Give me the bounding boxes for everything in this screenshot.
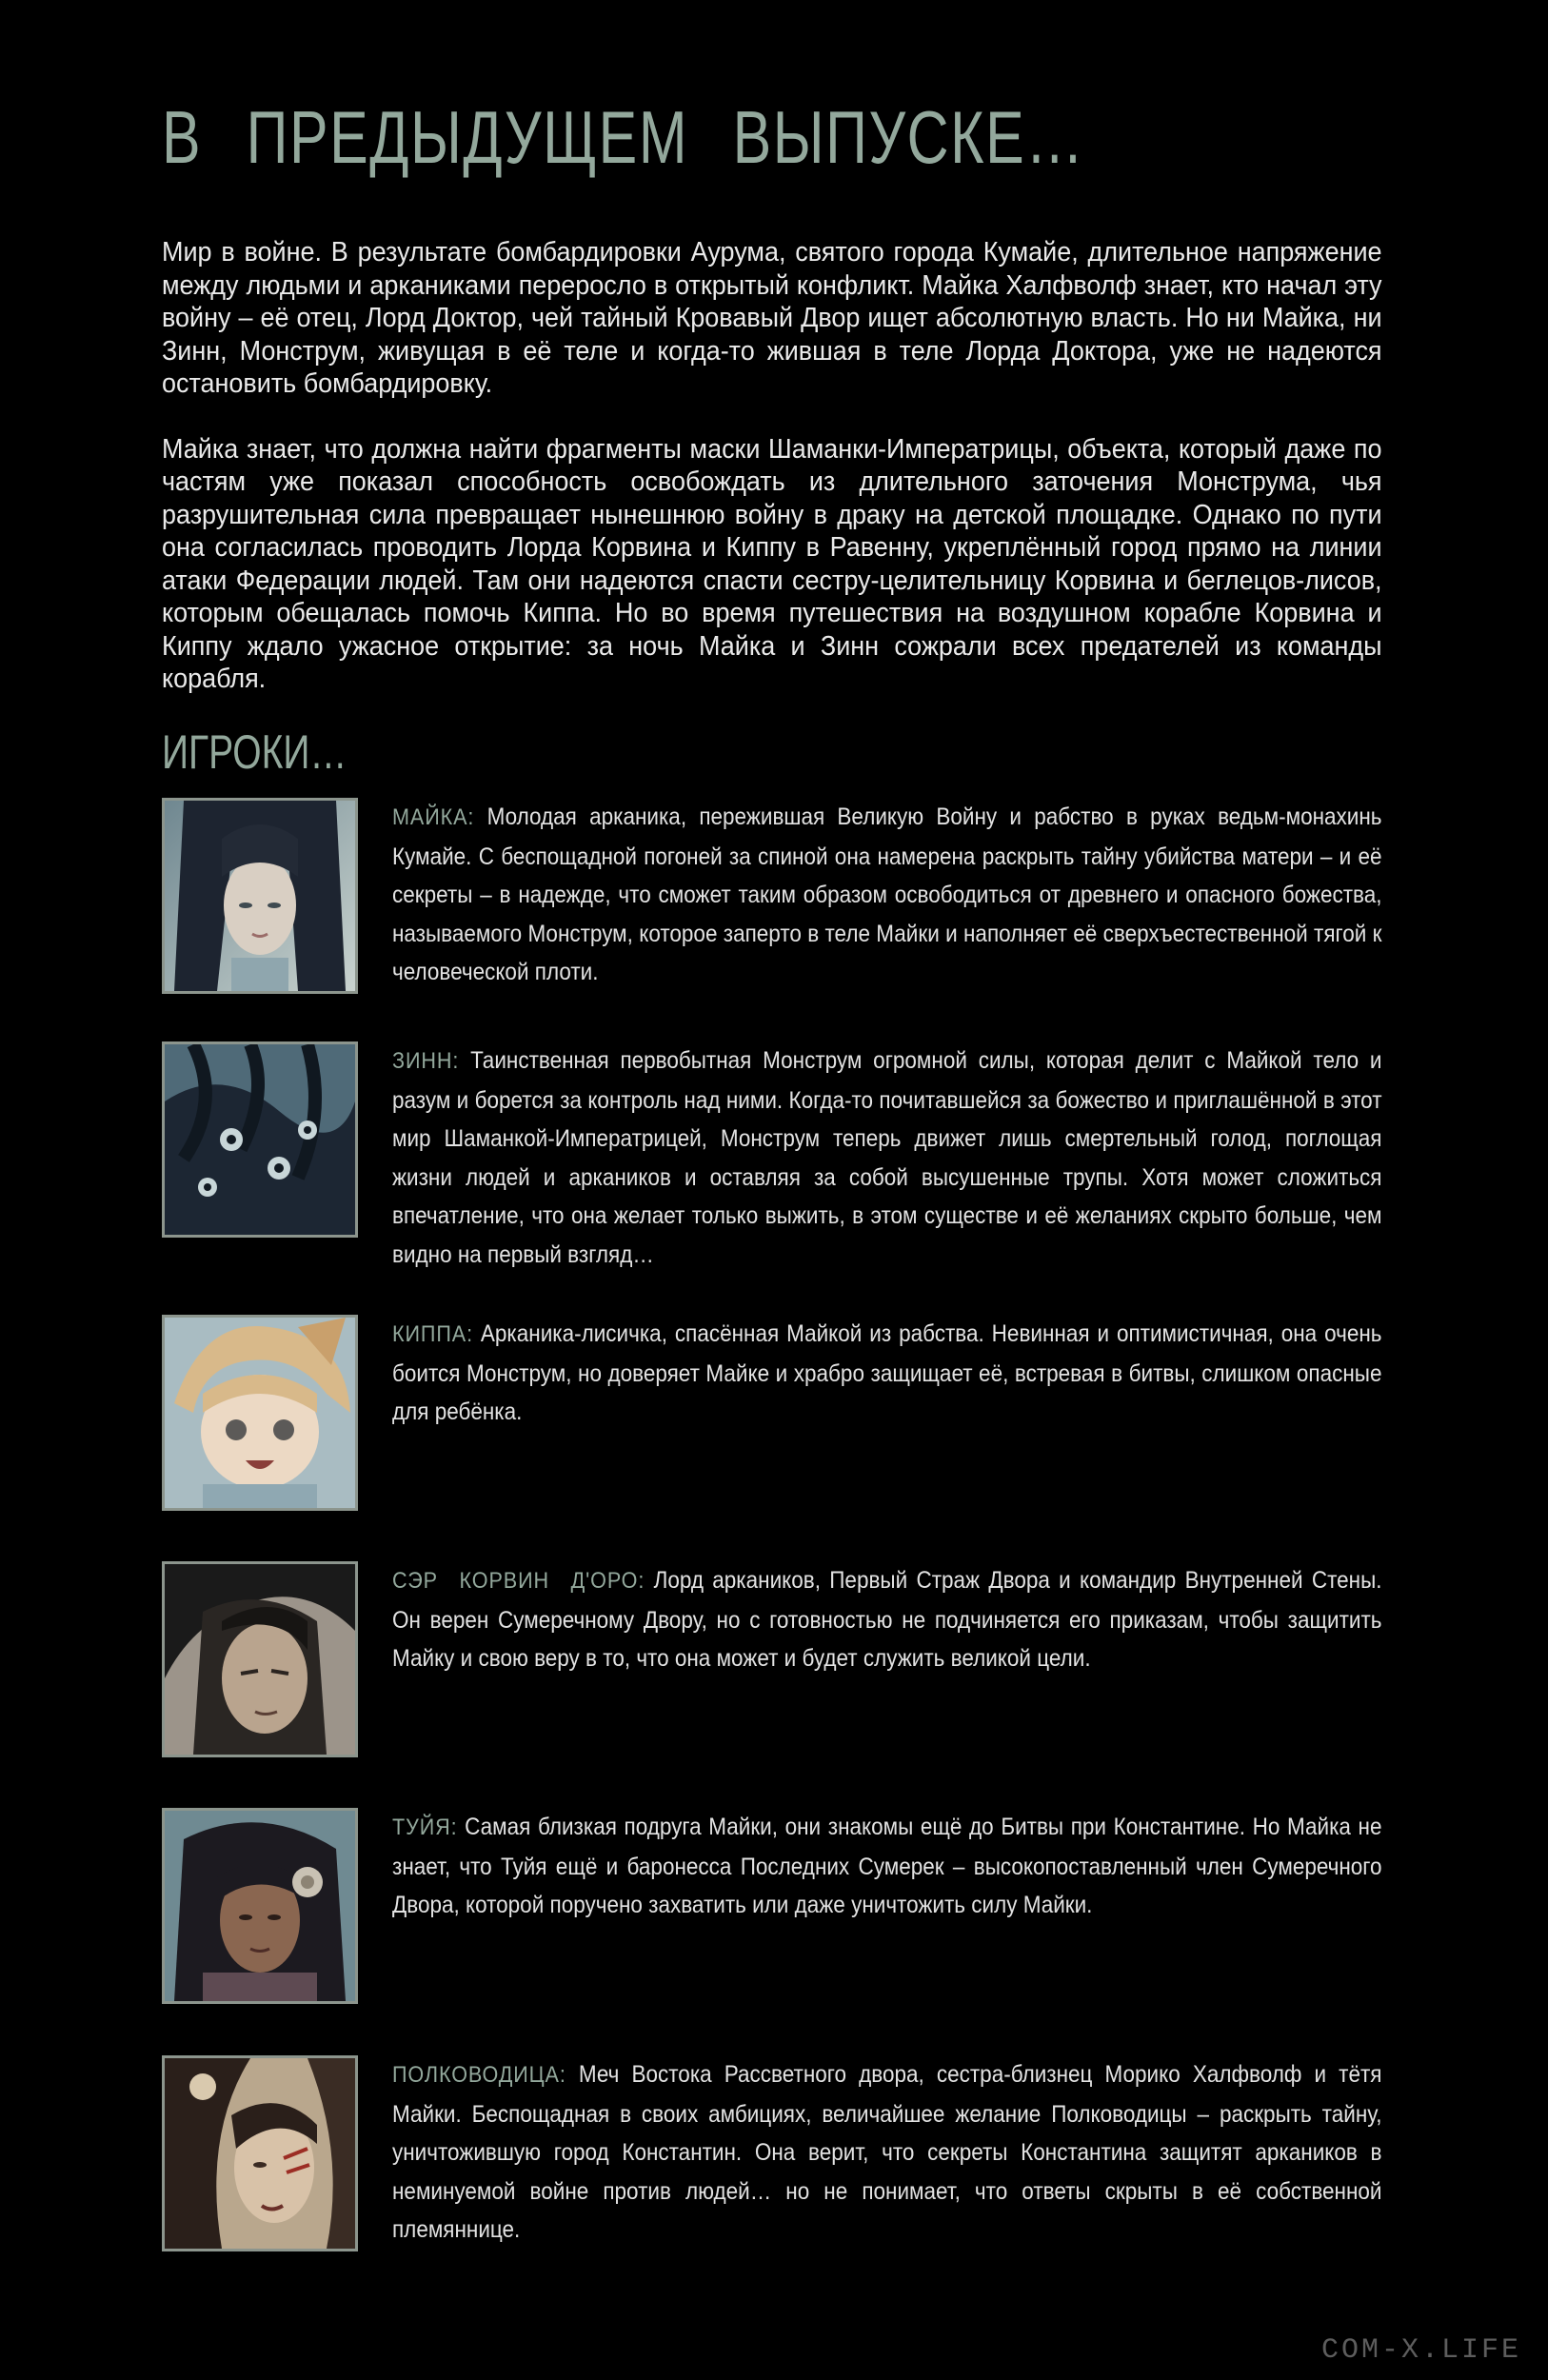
character-name-warlord: ПОЛКОВОДИЦА: bbox=[392, 2062, 566, 2088]
intro-paragraph-1: Мир в войне. В результате бомбардировки Аурума, святого города Кумайе, длительное напряжение между людьми и арканиками переросло в открытый конфликт. Майка Халфволф знает, кто начал эту войну – её отец, Лорд Доктор, чей тайный Кровавый Двор ищет абсолютную власть. Но ни Майка, ни Зинн, Монструм, живущая в её теле и когда-то жившая в теле Лорда Доктора, уже не надеются остановить бомбардировку. bbox=[162, 237, 1382, 399]
character-description-maika bbox=[392, 798, 1382, 992]
character-text-kippa: Арканика-лисичка, спасённая Майкой из рабства. Невинная и оптимистичная, она очень боится Монструм, но доверяет Майке и храбро защищает её, встревая в битвы, слишком опасные для ребёнка. bbox=[392, 1320, 1382, 1425]
character-text-maika: Молодая арканика, пережившая Великую Войну и рабство в руках ведьм-монахинь Кумайе. С беспощадной погоней за спиной она намерена раскрыть тайну убийства матери – и её секреты – в надежде, что сможет таким образом освободиться от древнего и опасного божества, называемого Монструм, которое заперто в теле Майки и наполняет её сверхъестественной тягой к человеческой плоти. bbox=[392, 803, 1382, 985]
watermark: COM-X.LIFE bbox=[1320, 2334, 1521, 2367]
character-name-kippa: КИППА: bbox=[392, 1321, 473, 1347]
character-text-tuya: Самая близкая подруга Майки, они знакомы ещё до Битвы при Константине. Но Майка не знает, что Туйя ещё и баронесса Последних Сумерек – высокопоставленный член Сумеречного Двора, которой поручено захватить или даже уничтожить силу Майки. bbox=[392, 1814, 1382, 1918]
character-name-tuya: ТУЙЯ: bbox=[392, 1815, 458, 1840]
portrait-warlord bbox=[162, 2055, 358, 2251]
character-name-maika: МАЙКА: bbox=[392, 804, 475, 830]
portrait-zinn bbox=[162, 1041, 358, 1238]
character-description-kippa bbox=[392, 1315, 1382, 1432]
character-description-corvin bbox=[392, 1561, 1382, 1678]
character-name-corvin: СЭР КОРВИН Д'ОРО: bbox=[392, 1568, 645, 1594]
portrait-kippa bbox=[162, 1315, 358, 1511]
players-heading: ИГРОКИ… bbox=[162, 725, 347, 779]
intro-paragraph-2: Майка знает, что должна найти фрагменты маски Шаманки-Императрицы, объекта, который даже по частям уже показал способность освобождать из длительного заточения Монструма, чья разрушительная сила превращает нынешнюю войну в драку на детской площадке. Однако по пути она согласилась проводить Лорда Корвина и Киппу в Равенну, укреплённый город прямо на линии атаки Федерации людей. Там они надеются спасти сестру-целительницу Корвина и беглецов-лисов, которым обещалась помочь Киппа. Но во время путешествия на воздушном корабле Корвина и Киппу ждало ужасное открытие: за ночь Майка и Зинн сожрали всех предателей из команды корабля. bbox=[162, 433, 1382, 694]
character-text-warlord: Меч Востока Рассветного двора, сестра-близнец Морико Халфволф и тётя Майки. Беспощадная в своих амбициях, величайшее желание Полководицы – раскрыть тайну, уничтожившую город Константин. Она верит, что секреты Константина защитят аркаников в неминуемой войне против людей… но не понимает, что ответы скрыты в её собственной племяннице. bbox=[392, 2061, 1382, 2243]
character-name-zinn: ЗИНН: bbox=[392, 1048, 460, 1074]
character-description-zinn bbox=[392, 1041, 1382, 1274]
portrait-tuya bbox=[162, 1808, 358, 2004]
page-title: В ПРЕДЫДУЩЕМ ВЫПУСКЕ… bbox=[162, 95, 1085, 179]
portrait-corvin bbox=[162, 1561, 358, 1757]
character-text-zinn: Таинственная первобытная Монструм огромной силы, которая делит с Майкой тело и разум и борется за контроль над ними. Когда-то почитавшейся за божество и приглашённой в этот мир Шаманкой-Императрицей, Монструм теперь движет лишь смертельный голод, поглощая жизни людей и аркаников и оставляя за собой высушенные трупы. Хотя может сложиться впечатление, что она желает только выжить, в этом существе и её желаниях скрыто больше, чем видно на первый взгляд… bbox=[392, 1047, 1382, 1268]
character-description-warlord bbox=[392, 2055, 1382, 2250]
character-description-tuya bbox=[392, 1808, 1382, 1925]
portrait-maika bbox=[162, 798, 358, 994]
character-text-corvin: Лорд аркаников, Первый Страж Двора и командир Внутренней Стены. Он верен Сумеречному Двору, но с готовностью не подчиняется его приказам, чтобы защитить Майку и свою веру в то, что она может и будет служить великой цели. bbox=[392, 1567, 1382, 1672]
intro-text bbox=[162, 236, 1382, 728]
